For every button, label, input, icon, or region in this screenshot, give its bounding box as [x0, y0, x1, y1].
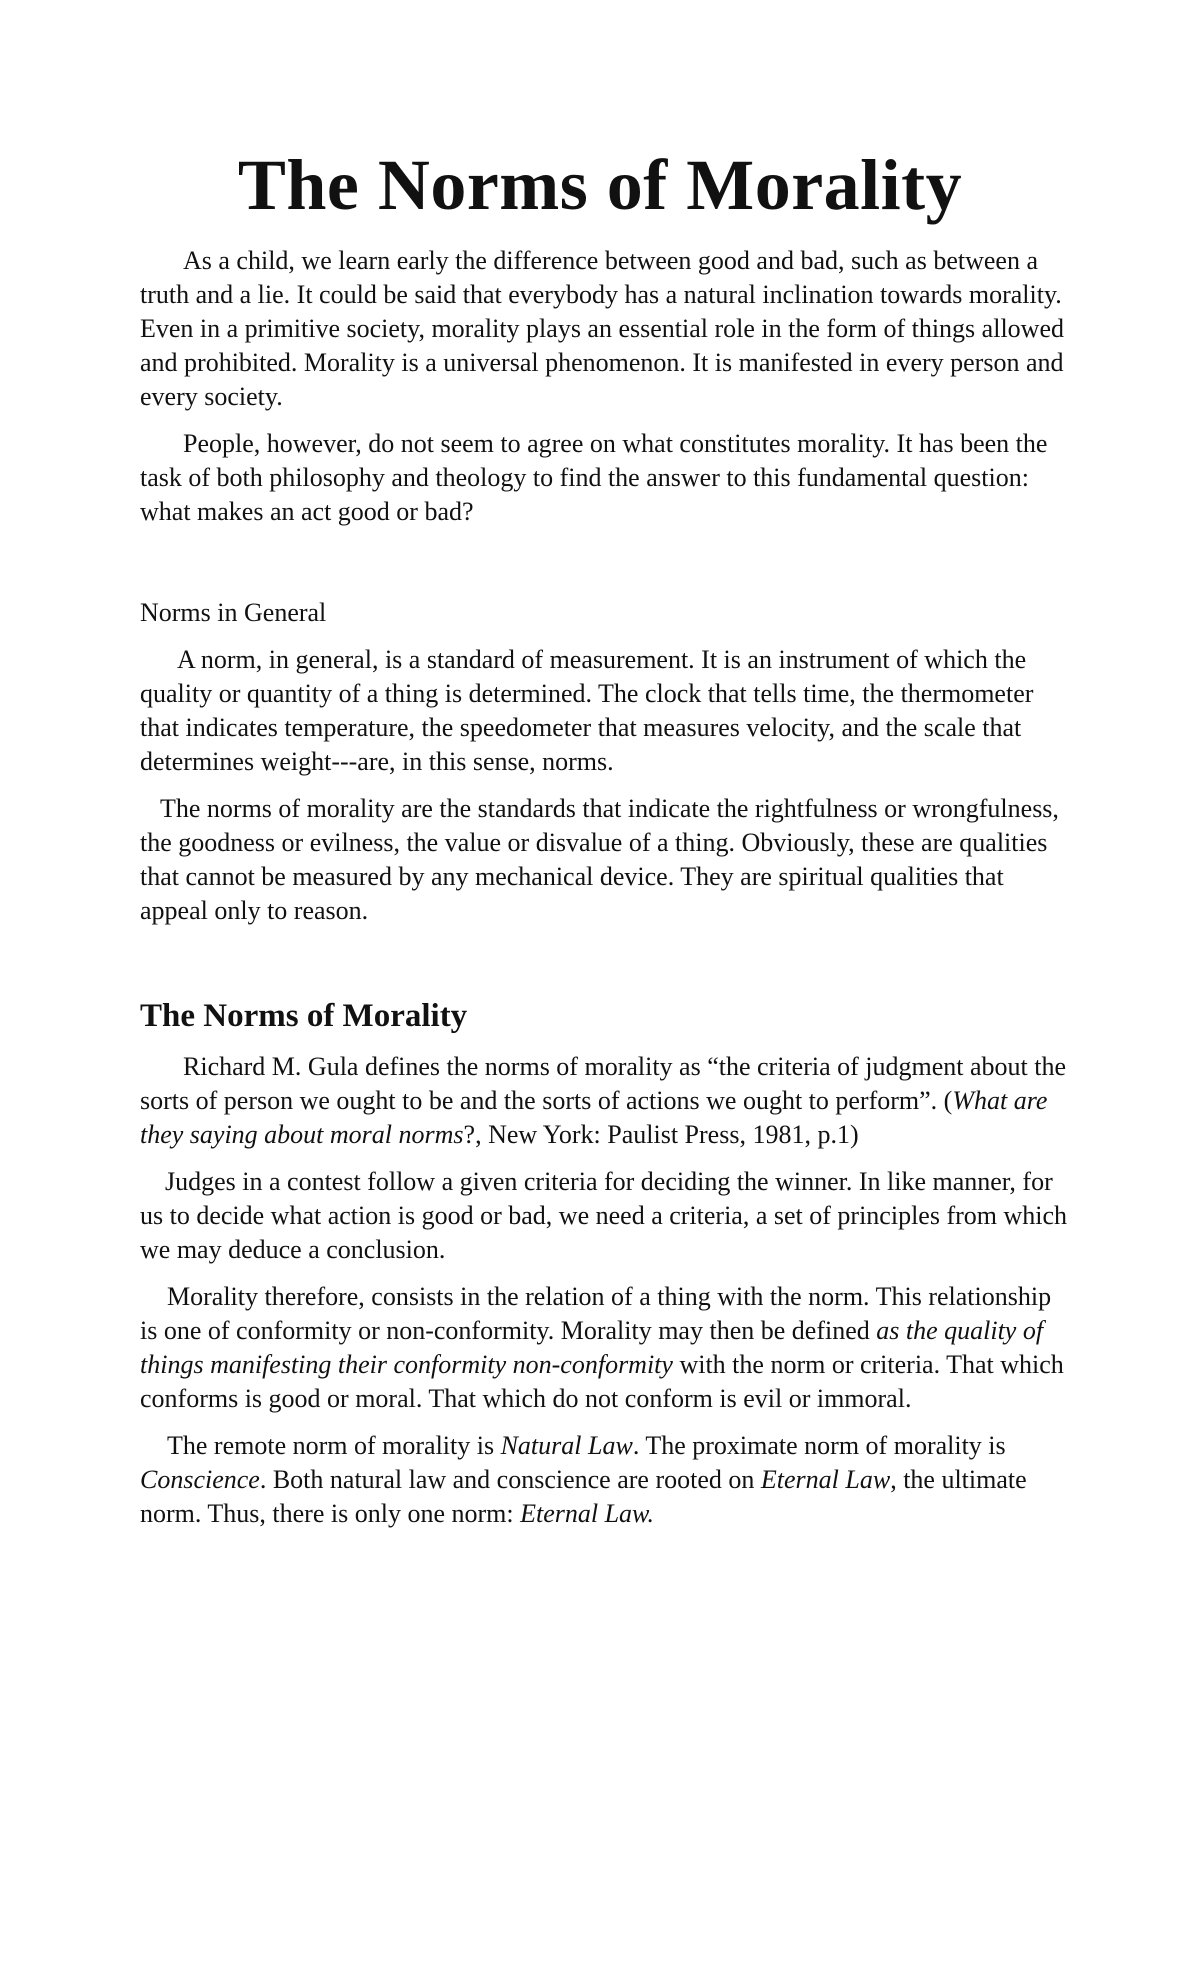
intro-paragraph-1: As a child, we learn early the difference between good and bad, such as between a truth and a lie. It could be said that everybody has a natural inclination towards morality. Even in a primitive society, morality plays an essential role in the form of things allowed and prohibited. Morality is a universal phenomenon. It is manifested in every person and every society. [140, 246, 1064, 411]
natural-law-term: Natural Law [500, 1431, 633, 1460]
remote-norm-text-4: , the ultimate norm. Thus, there is only one norm: [140, 1465, 1027, 1528]
remote-norm-text-1: The remote norm of morality is [167, 1431, 501, 1460]
citation-text: ?, New York: Paulist Press, 1981, p.1) [463, 1120, 859, 1149]
book-title: What are they saying about moral norms [140, 1086, 1048, 1149]
norms-general-paragraph-1: A norm, in general, is a standard of measurement. It is an instrument of which the quality or quantity of a thing is determined. The clock that tells time, the thermometer that indicates temperature, the speedometer that measures velocity, and the scale that determines weight---are, in this sense, norms. [140, 645, 1034, 776]
morality-definition-paragraph [140, 1280, 1070, 1416]
section-heading-norms-in-general: Norms in General [140, 598, 327, 627]
page-title: The Norms of Morality [237, 145, 963, 225]
morality-definition-italic: as the quality of things manifesting their conformity non-conformity [140, 1316, 1044, 1379]
morality-text-after: with the norm or criteria. That which conforms is good or moral. That which do not conform is evil or immoral. [140, 1350, 1064, 1413]
section-heading-norms-of-morality: The Norms of Morality [140, 998, 468, 1034]
eternal-law-term: Eternal Law [760, 1465, 891, 1494]
norms-general-paragraph-2: The norms of morality are the standards that indicate the rightfulness or wrongfulness, the goodness or evilness, the value or disvalue of a thing. Obviously, these are qualities that cannot be measured by any mechanical device. They are spiritual qualities that appeal only to reason. [140, 794, 1059, 925]
remote-norm-paragraph [140, 1429, 1070, 1531]
gula-definition-text: Richard M. Gula defines the norms of morality as “the criteria of judgment about the sorts of person we ought to be and the sorts of actions we ought to perform”. ( [140, 1052, 1067, 1115]
remote-norm-text-2: . The proximate norm of morality is [632, 1431, 1006, 1460]
document-body [140, 244, 1070, 1544]
remote-norm-text-3: . Both natural law and conscience are rooted on [259, 1465, 761, 1494]
eternal-law-final-term: Eternal Law. [520, 1499, 654, 1528]
conscience-term: Conscience [140, 1465, 260, 1494]
gula-definition-paragraph [140, 1050, 1070, 1152]
judges-paragraph: Judges in a contest follow a given criteria for deciding the winner. In like manner, for us to decide what action is good or bad, we need a criteria, a set of principles from which we may deduce a conclusion. [140, 1167, 1068, 1264]
intro-paragraph-2: People, however, do not seem to agree on what constitutes morality. It has been the task of both philosophy and theology to find the answer to this fundamental question: what makes an act good or bad? [140, 429, 1048, 526]
morality-text-before: Morality therefore, consists in the relation of a thing with the norm. This relationship is one of conformity or non-conformity. Morality may then be defined [140, 1282, 1052, 1345]
